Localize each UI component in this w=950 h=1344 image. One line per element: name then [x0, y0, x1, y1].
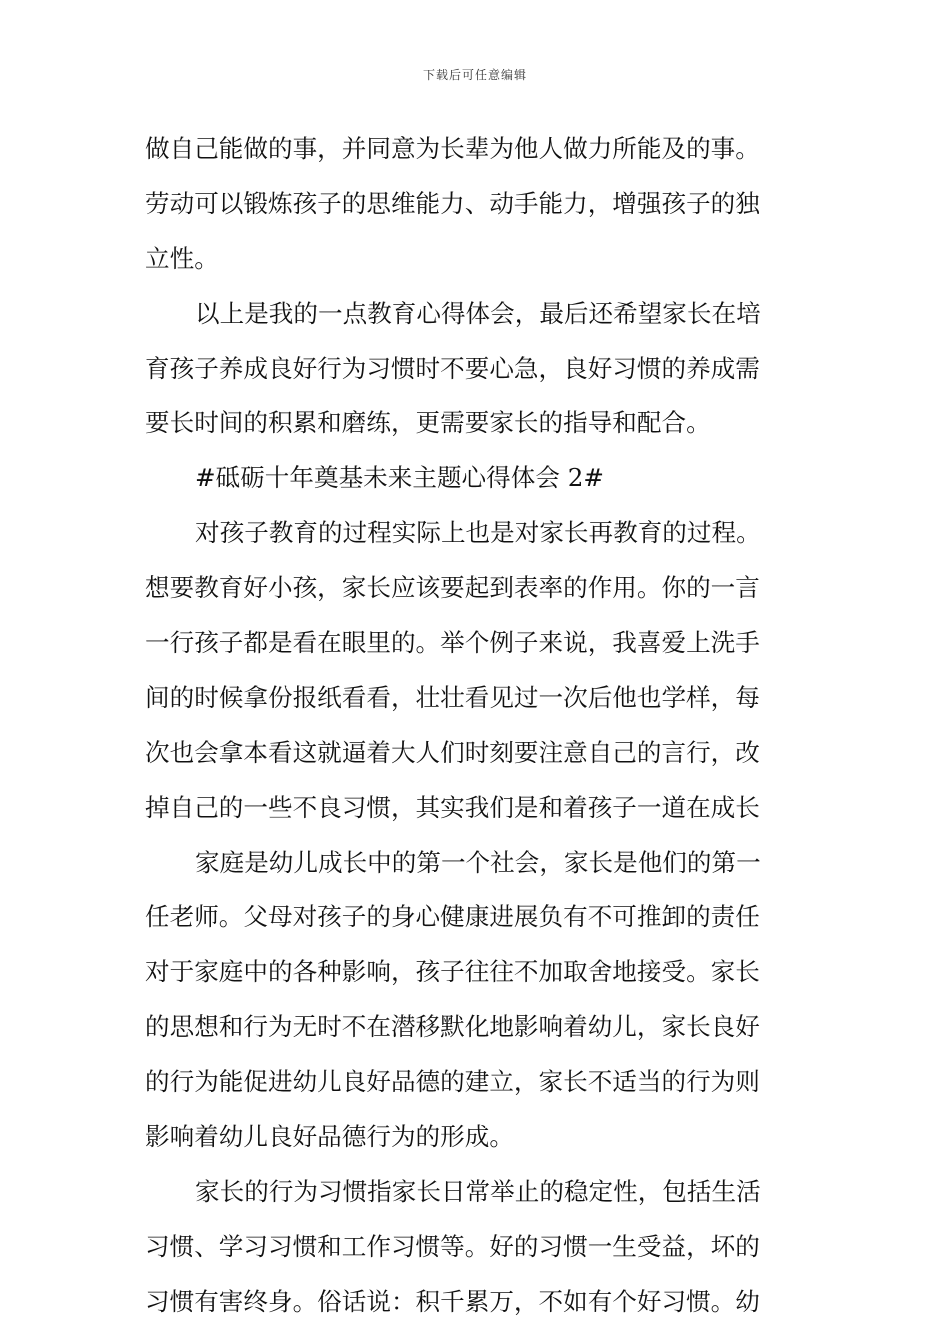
text-line: 要长时间的积累和磨练，更需要家长的指导和配合。 — [145, 408, 711, 438]
text-line: 一行孩子都是看在眼里的。举个例子来说，我喜爱上洗手 — [145, 628, 760, 658]
paragraph-start-line: 家长的行为习惯指家长日常举止的稳定性，包括生活 — [195, 1176, 761, 1206]
section-heading: #砥砺十年奠基未来主题心得体会 2# — [195, 463, 604, 493]
document-body — [145, 122, 811, 1330]
text-line: 的行为能促进幼儿良好品德的建立，家长不适当的行为则 — [145, 1067, 760, 1097]
paragraph-start-line: 对孩子教育的过程实际上也是对家长再教育的过程。 — [195, 518, 761, 548]
text-line: 间的时候拿份报纸看看，壮壮看见过一次后他也学样，每 — [145, 682, 760, 712]
text-line: 习惯有害终身。俗话说：积千累万，不如有个好习惯。幼 — [145, 1286, 760, 1316]
text-line: 做自己能做的事，并同意为长辈为他人做力所能及的事。 — [145, 134, 760, 163]
page-header-note: 下载后可任意编辑 — [422, 68, 527, 82]
text-line: 掉自己的一些不良习惯，其实我们是和着孩子一道在成长 — [145, 792, 760, 822]
text-line: 习惯、学习习惯和工作习惯等。好的习惯一生受益，坏的 — [145, 1231, 760, 1261]
text-line: 育孩子养成良好行为习惯时不要心急，良好习惯的养成需 — [145, 353, 760, 383]
text-line: 影响着幼儿良好品德行为的形成。 — [145, 1122, 514, 1152]
text-line: 任老师。父母对孩子的身心健康进展负有不可推卸的责任 — [145, 902, 760, 932]
paragraph-start-line: 家庭是幼儿成长中的第一个社会，家长是他们的第一 — [195, 847, 761, 877]
text-line: 立性。 — [145, 243, 219, 273]
paragraph-start-line: 以上是我的一点教育心得体会，最后还希望家长在培 — [195, 298, 761, 328]
text-line: 的思想和行为无时不在潜移默化地影响着幼儿，家长良好 — [145, 1012, 760, 1042]
text-line: 劳动可以锻炼孩子的思维能力、动手能力，增强孩子的独 — [145, 188, 760, 218]
text-line: 次也会拿本看这就逼着大人们时刻要注意自己的言行，改 — [145, 737, 760, 767]
text-line: 对于家庭中的各种影响，孩子往往不加取舍地接受。家长 — [145, 957, 760, 987]
text-line: 想要教育好小孩，家长应该要起到表率的作用。你的一言 — [145, 573, 760, 603]
